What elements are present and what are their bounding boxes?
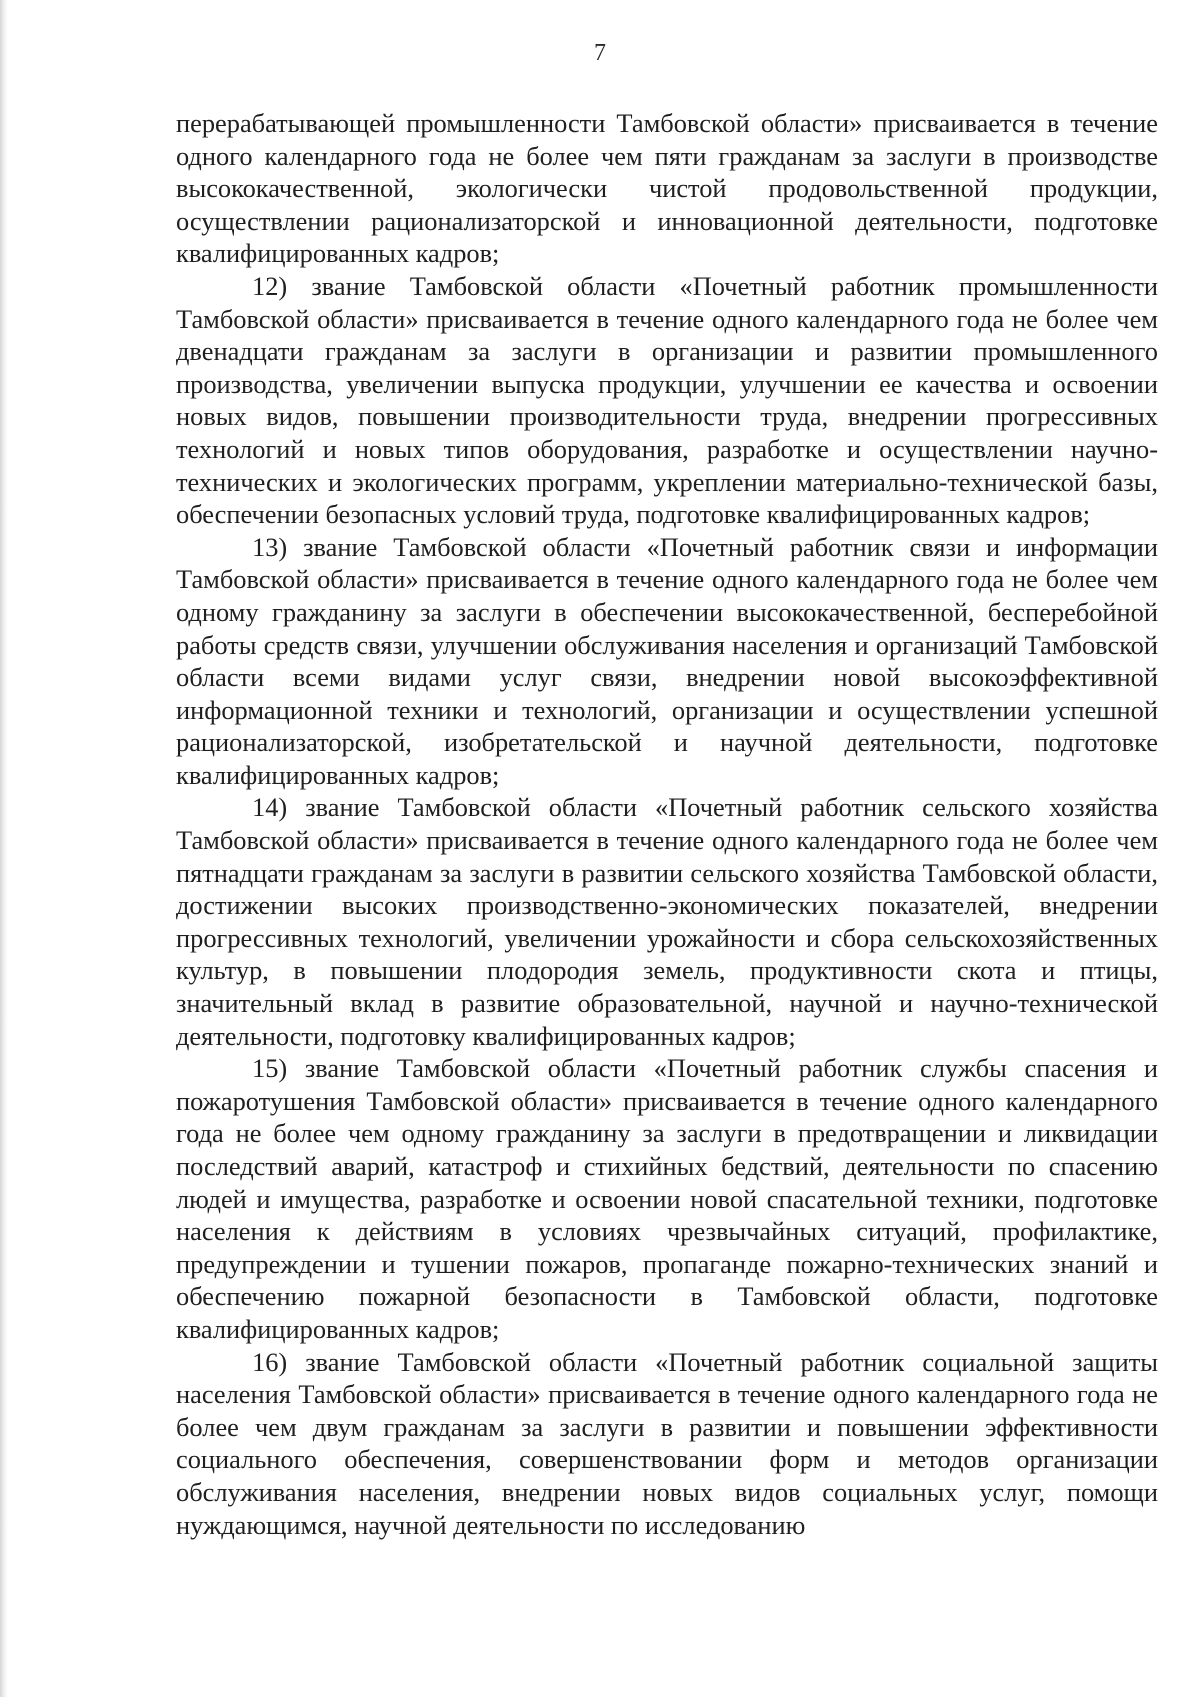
page-number: 7: [594, 40, 606, 66]
document-body: [176, 107, 1158, 1541]
paragraph-item-15: 15) звание Тамбовской области «Почетный работник службы спасения и пожаротушения Тамбовской области» присваивается в течение одного календарного года не более чем одному гражданину за заслуги в предотвращении и ликвидации последствий аварий, катастроф и стихийных бедствий, деятельности по спасению людей и имущества, разработке и освоении новой спасательной техники, подготовке населения к действиям в условиях чрезвычайных ситуаций, профилактике, предупреждении и тушении пожаров, пропаганде пожарно-технических знаний и обеспечению пожарной безопасности в Тамбовской области, подготовке квалифицированных кадров;: [176, 1053, 1158, 1344]
paragraph-continuation: перерабатывающей промышленности Тамбовской области» присваивается в течение одного календарного года не более чем пяти гражданам за заслуги в производстве высококачественной, экологически чистой продовольственной продукции, осуществлении рационализаторской и инновационной деятельности, подготовке квалифицированных кадров;: [176, 108, 1158, 269]
paragraph-item-14: 14) звание Тамбовской области «Почетный работник сельского хозяйства Тамбовской области» присваивается в течение одного календарного года не более чем пятнадцати гражданам за заслуги в развитии сельского хозяйства Тамбовской области, достижении высоких производственно-экономических показателей, внедрении прогрессивных технологий, увеличении урожайности и сбора сельскохозяйственных культур, в повышении плодородия земель, продуктивности скота и птицы, значительный вклад в развитие образовательной, научной и научно-технической деятельности, подготовку квалифицированных кадров;: [176, 792, 1158, 1051]
scan-edge-shadow: [0, 0, 8, 1697]
paragraph-item-13: 13) звание Тамбовской области «Почетный работник связи и информации Тамбовской области» присваивается в течение одного календарного года не более чем одному гражданину за заслуги в обеспечении высококачественной, бесперебойной работы средств связи, улучшении обслуживания населения и организаций Тамбовской области всеми видами услуг связи, внедрении новой высокоэффективной информационной техники и технологий, организации и осуществлении успешной рационализаторской, изобретательской и научной деятельности, подготовке квалифицированных кадров;: [176, 531, 1158, 790]
paragraph-item-16: 16) звание Тамбовской области «Почетный работник социальной защиты населения Тамбовской области» присваивается в течение одного календарного года не более чем двум гражданам за заслуги в развитии и повышении эффективности социального обеспечения, совершенствовании форм и методов организации обслуживания населения, внедрении новых видов социальных услуг, помощи нуждающимся, научной деятельности по исследованию: [176, 1346, 1158, 1540]
paragraph-item-12: 12) звание Тамбовской области «Почетный работник промышленности Тамбовской области» присваивается в течение одного календарного года не более чем двенадцати гражданам за заслуги в организации и развитии промышленного производства, увеличении выпуска продукции, улучшении ее качества и освоении новых видов, повышении производительности труда, внедрении прогрессивных технологий и новых типов оборудования, разработке и осуществлении научно-технических и экологических программ, укреплении материально-технической базы, обеспечении безопасных условий труда, подготовке квалифицированных кадров;: [176, 270, 1158, 530]
